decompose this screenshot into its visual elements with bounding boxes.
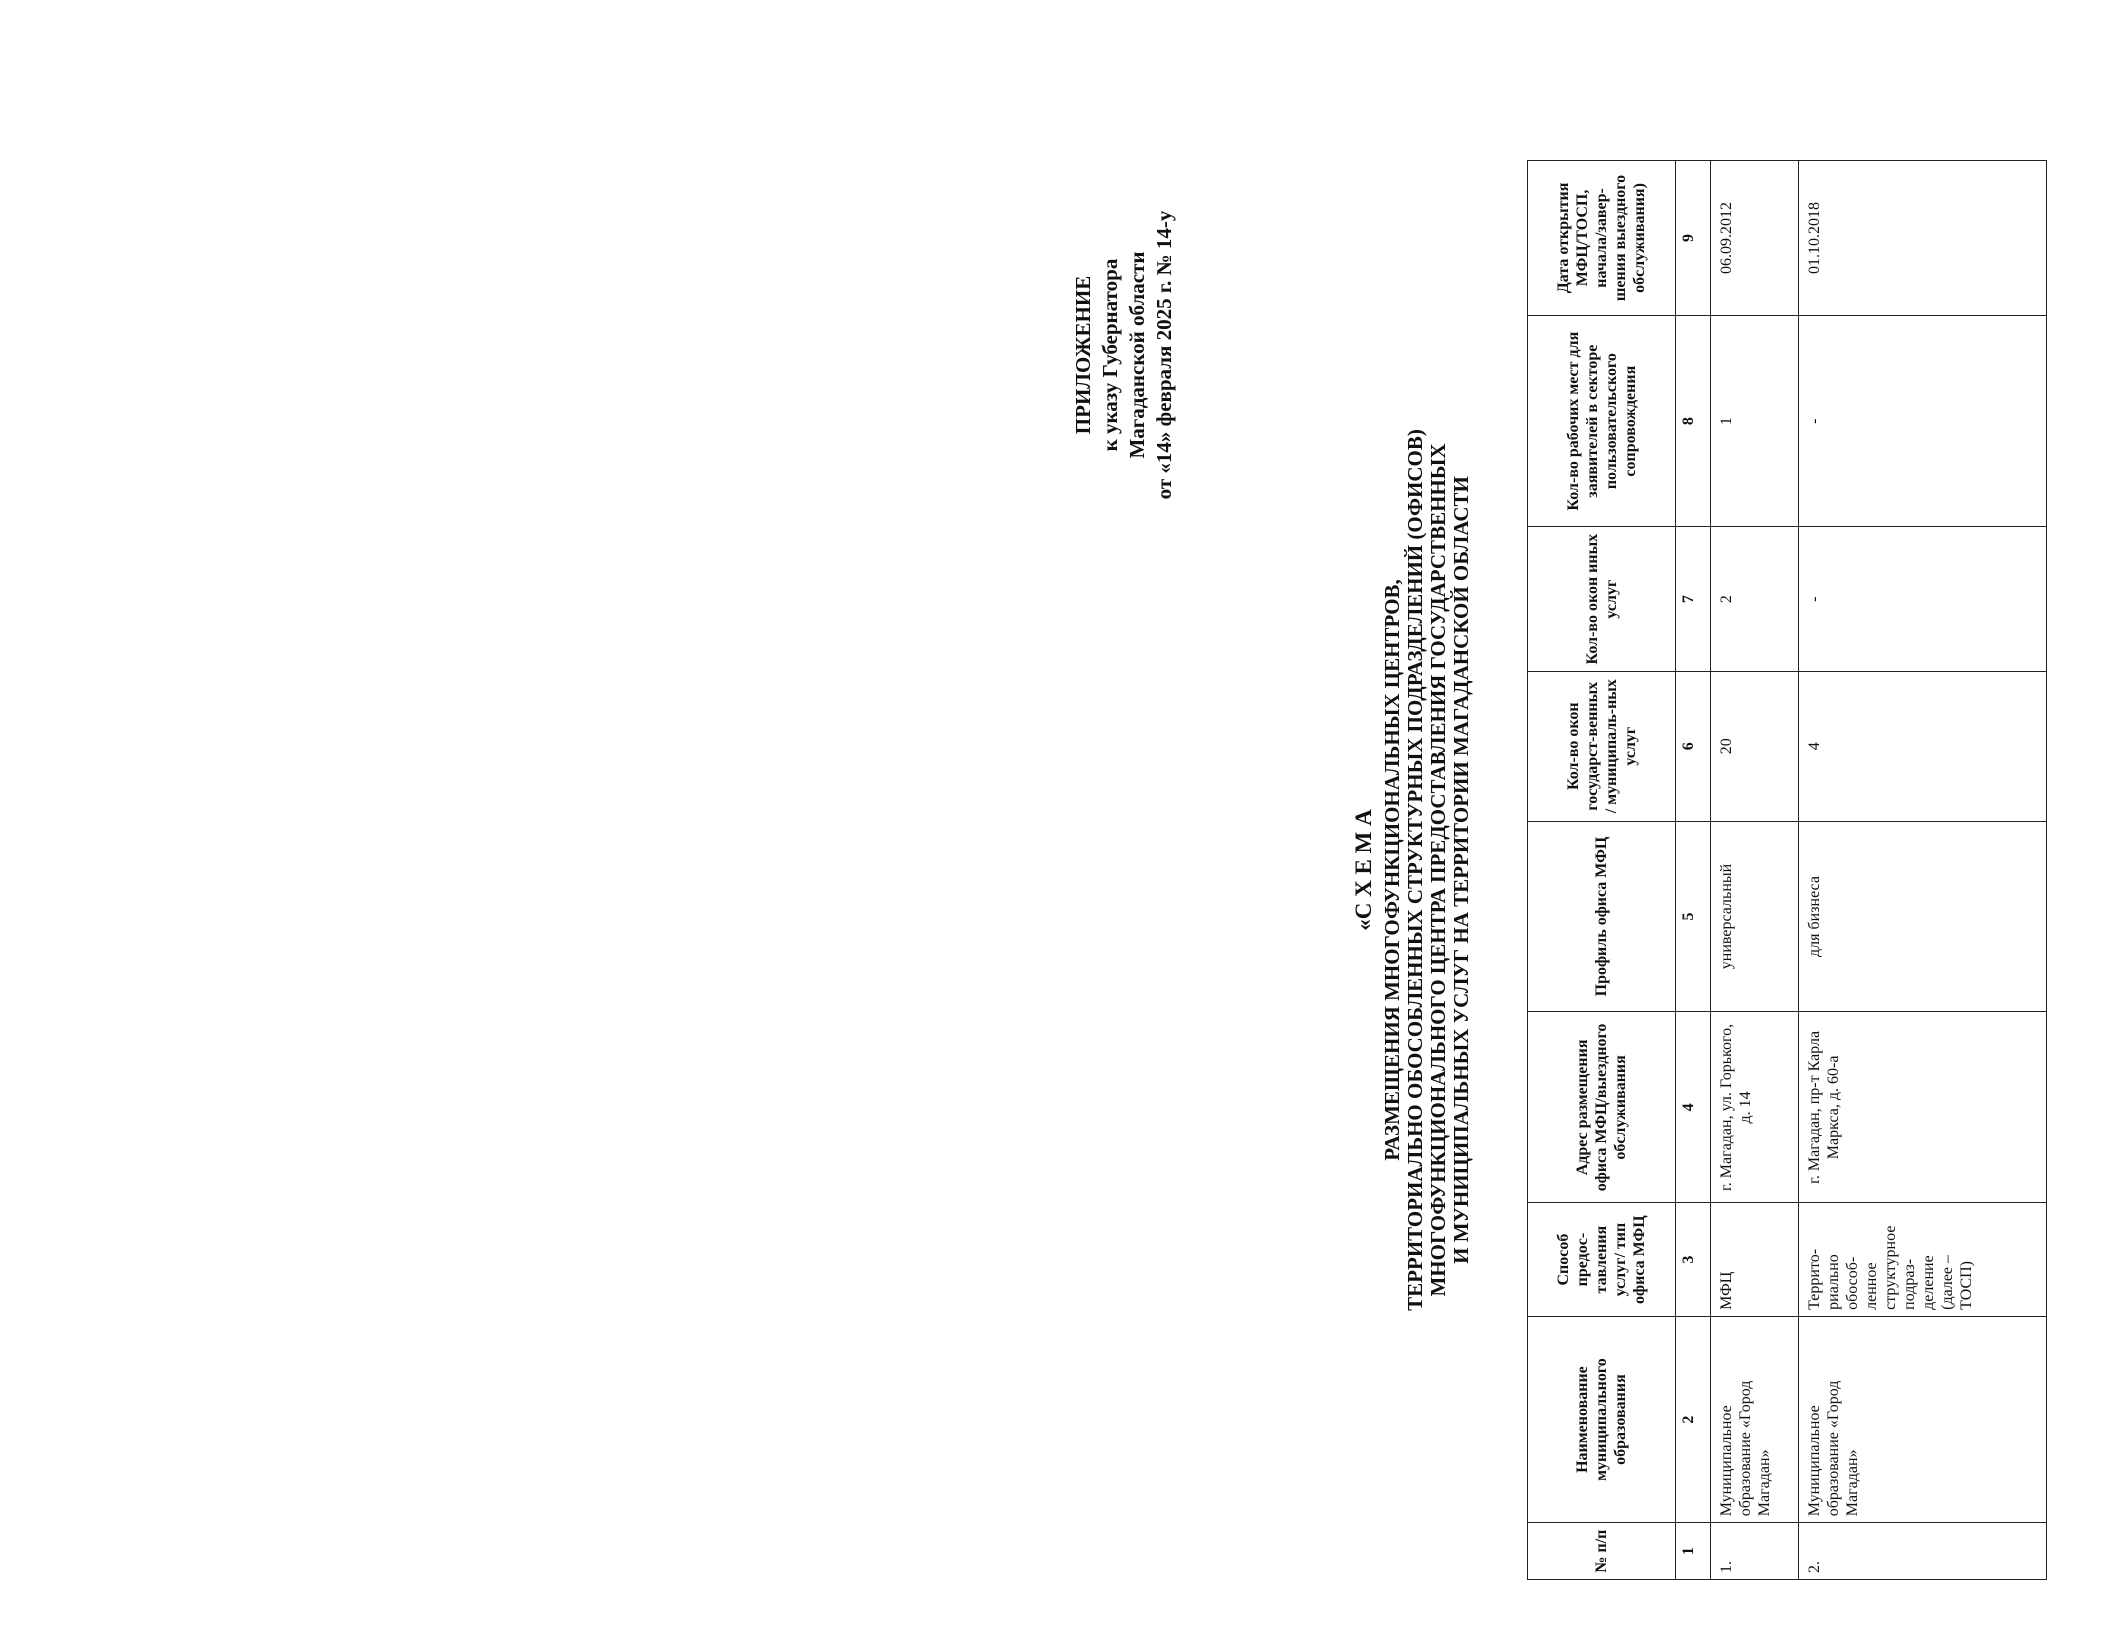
row-address: г. Магадан, пр-т Карла Маркса, д. 60-а: [1799, 1012, 2047, 1203]
appendix-block: [1070, 170, 1178, 540]
header-workplaces: Кол-во рабочих мест для заявителей в секторе пользовательского сопровождения: [1528, 315, 1676, 527]
title-heading: «С Х Е М А: [1351, 809, 1376, 931]
column-number: 2: [1676, 1316, 1711, 1522]
row-gov-windows: 4: [1799, 671, 2047, 821]
column-number: 3: [1676, 1203, 1711, 1317]
column-number: 5: [1676, 821, 1711, 1012]
header-municipality: Наименование муниципального образования: [1528, 1316, 1676, 1522]
row-open-date: 06.09.2012: [1711, 161, 1799, 316]
appendix-label: ПРИЛОЖЕНИЕ: [1071, 275, 1095, 435]
row-profile: для бизнеса: [1799, 821, 2047, 1012]
row-number: 2.: [1799, 1523, 2047, 1580]
header-gov-windows: Кол-во окон государст-венных / муниципаль-ных услуг: [1528, 671, 1676, 821]
row-number: 1.: [1711, 1523, 1799, 1580]
schedule-table: [1527, 160, 2047, 1580]
header-other-windows: Кол-во окон иных услуг: [1528, 527, 1676, 671]
header-open-date: Дата открытия МФЦ/ТОСП, начала/завер-шения выездного обслуживания): [1528, 161, 1676, 316]
row-other-windows: -: [1799, 527, 2047, 671]
column-number: 8: [1676, 315, 1711, 527]
row-workplaces: 1: [1711, 315, 1799, 527]
row-profile: универсальный: [1711, 821, 1799, 1012]
table-row: [1799, 161, 2047, 1580]
column-number: 1: [1676, 1523, 1711, 1580]
column-number: 6: [1676, 671, 1711, 821]
appendix-region: Магаданской области: [1125, 251, 1149, 459]
title-line-2: ТЕРРИТОРИАЛЬНО ОБОСОБЛЕННЫХ СТРУКТУРНЫХ ПОДРАЗДЕЛЕНИЙ (ОФИСОВ): [1403, 429, 1427, 1311]
header-profile: Профиль офиса МФЦ: [1528, 821, 1676, 1012]
row-workplaces: -: [1799, 315, 2047, 527]
title-line-4: И МУНИЦИПАЛЬНЫХ УСЛУГ НА ТЕРРИТОРИИ МАГАДАНСКОЙ ОБЛАСТИ: [1449, 476, 1473, 1264]
landscape-content: [1052, 120, 2104, 1620]
row-municipality: Муниципальное образование «Город Магадан»: [1711, 1316, 1799, 1522]
title-line-3: МНОГОФУНКЦИОНАЛЬНОГО ЦЕНТРА ПРЕДОСТАВЛЕНИЯ ГОСУДАРСТВЕННЫХ: [1426, 443, 1450, 1297]
column-number: 4: [1676, 1012, 1711, 1203]
appendix-decree-ref: к указу Губернатора: [1098, 258, 1122, 452]
row-service-type: МФЦ: [1711, 1203, 1799, 1317]
table-column-numbers: [1676, 161, 1711, 1580]
column-number: 9: [1676, 161, 1711, 316]
document-title: [1352, 120, 1473, 1620]
row-other-windows: 2: [1711, 527, 1799, 671]
row-service-type: Террито-риально обособ-ленное структурное подраз-деление (далее – ТОСП): [1799, 1203, 2047, 1317]
header-number: № п/п: [1528, 1523, 1676, 1580]
header-address: Адрес размещения офиса МФЦ/выездного обслуживания: [1528, 1012, 1676, 1203]
row-open-date: 01.10.2018: [1799, 161, 2047, 316]
row-address: г. Магадан, ул. Горького, д. 14: [1711, 1012, 1799, 1203]
column-number: 7: [1676, 527, 1711, 671]
table-row: [1711, 161, 1799, 1580]
table-header-row: [1528, 161, 1676, 1580]
row-gov-windows: 20: [1711, 671, 1799, 821]
appendix-date: от «14» февраля 2025 г. № 14-у: [1152, 210, 1176, 500]
title-line-1: РАЗМЕЩЕНИЯ МНОГОФУНКЦИОНАЛЬНЫХ ЦЕНТРОВ,: [1380, 579, 1404, 1161]
row-municipality: Муниципальное образование «Город Магадан»: [1799, 1316, 2047, 1522]
header-service-type: Способ предос-тавления услуг/ тип офиса МФЦ: [1528, 1203, 1676, 1317]
